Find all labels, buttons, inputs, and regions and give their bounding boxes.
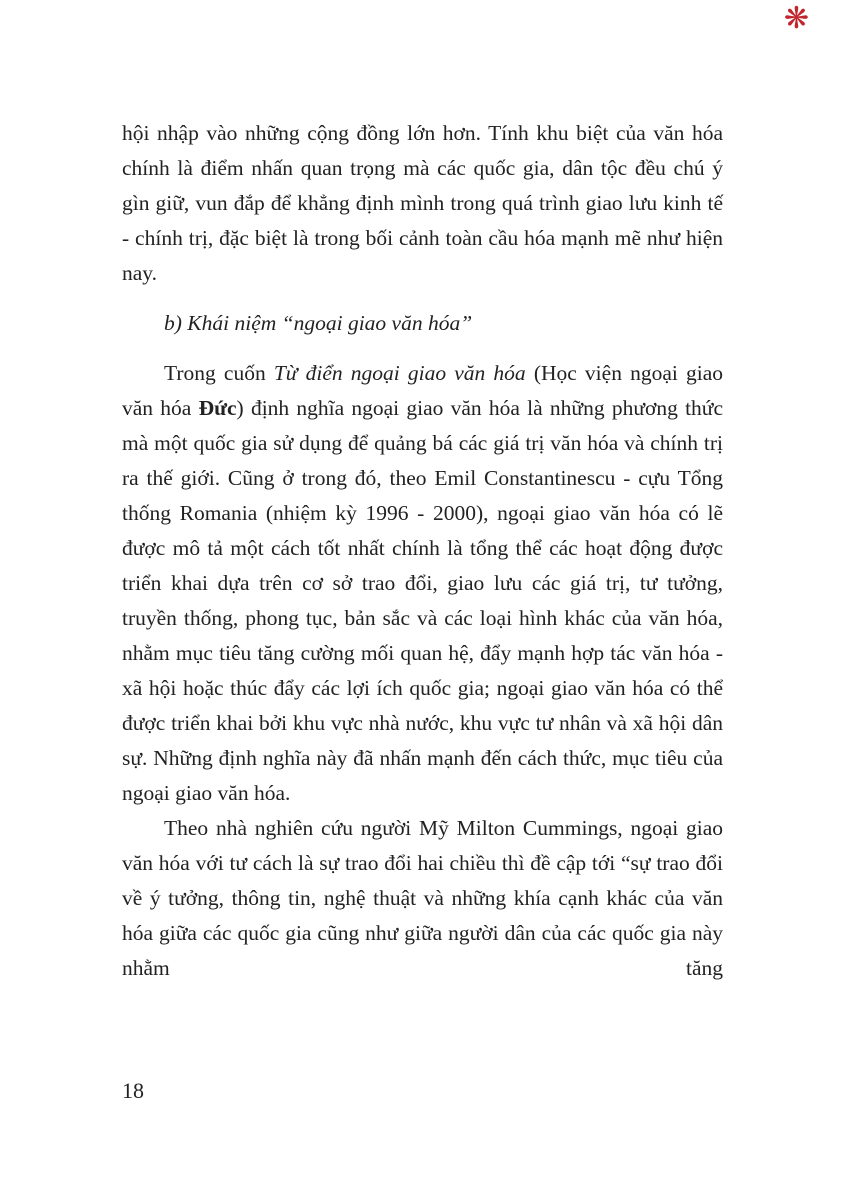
page-number: 18 — [122, 1078, 144, 1103]
section-heading: b) Khái niệm “ngoại giao văn hóa” — [164, 311, 473, 335]
flower-asterisk-icon: ❋ — [783, 1, 809, 36]
paragraph-text: (Học viện ngoại giao văn hóa — [122, 361, 723, 420]
paragraph-text: ) định nghĩa ngoại giao văn hóa là những phương thức mà một quốc gia sử dụng để quảng bá các giá trị văn hóa và chính trị ra thế giới. Cũng ở trong đó, theo Emil Constantinescu - cựu Tổng thống Romania (nhiệm kỳ 1996 - 2000), ngoại giao văn hóa có lẽ được mô tả một cách tốt nhất chính là tổng thể các hoạt động được triển khai dựa trên cơ sở trao đổi, giao lưu các giá trị, tư tưởng, truyền thống, phong tục, bản sắc và các loại hình khác của văn hóa, nhằm mục tiêu tăng cường mối quan hệ, đẩy mạnh hợp tác văn hóa - xã hội hoặc thúc đẩy các lợi ích quốc gia; ngoại giao văn hóa có thể được triển khai bởi khu vực nhà nước, khu vực tư nhân và xã hội dân sự. Những định nghĩa này đã nhấn mạnh đến cách thức, mục tiêu của ngoại giao văn hóa. — [122, 396, 723, 805]
paragraph-definition — [122, 356, 723, 811]
book-title-italic: Từ điển ngoại giao văn hóa — [273, 361, 526, 385]
paragraph-continuation: hội nhập vào những cộng đồng lớn hơn. Tính khu biệt của văn hóa chính là điểm nhấn quan trọng mà các quốc gia, dân tộc đều chú ý gìn giữ, vun đắp để khẳng định mình trong quá trình giao lưu kinh tế - chính trị, đặc biệt là trong bối cảnh toàn cầu hóa mạnh mẽ như hiện nay. — [122, 121, 723, 285]
bold-text: Đức — [198, 396, 237, 420]
paragraph-cummings: Theo nhà nghiên cứu người Mỹ Milton Cummings, ngoại giao văn hóa với tư cách là sự trao đổi hai chiều thì đề cập tới “sự trao đổi về ý tưởng, thông tin, nghệ thuật và những khía cạnh khác của văn hóa giữa các quốc gia cũng như giữa người dân của các quốc gia này nhằm tăng — [122, 816, 723, 980]
text-block — [122, 116, 723, 986]
paragraph-text: Trong cuốn — [164, 361, 274, 385]
